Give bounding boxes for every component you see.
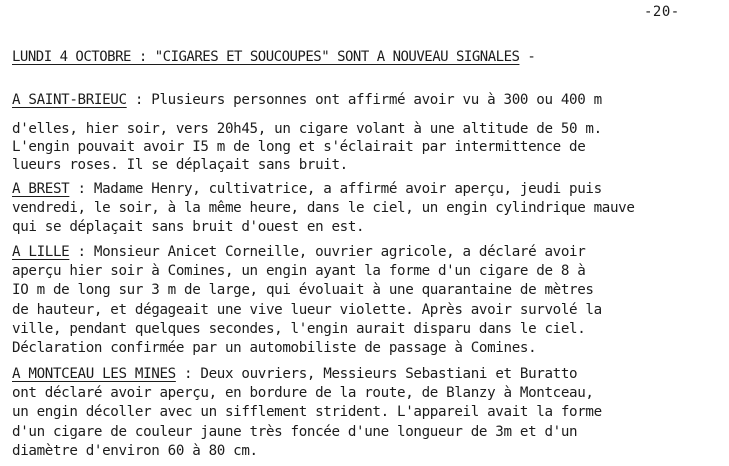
place-name: A BREST (12, 181, 70, 197)
report-line: IO m de long sur 3 m de large, qui évoluait à une quarantaine de mètres (12, 282, 594, 299)
report-line: de hauteur, et dégageait une vive lueur violette. Après avoir survolé la (12, 301, 602, 318)
report-lille (12, 243, 724, 358)
report-line: ont déclaré avoir aperçu, en bordure de la route, de Blanzy à Montceau, (12, 385, 594, 402)
report-line: vendredi, le soir, à la même heure, dans le ciel, un engin cylindrique mauve (12, 200, 635, 216)
report-line (12, 365, 724, 384)
report-line (12, 243, 724, 262)
page-number: -20- (644, 4, 680, 20)
report-line: L'engin pouvait avoir I5 m de long et s'éclairait par intermittence de (12, 139, 586, 155)
report-line: Déclaration confirmée par un automobiliste de passage à Comines. (12, 340, 537, 357)
headline-text: LUNDI 4 OCTOBRE : "CIGARES ET SOUCOUPES" SONT A NOUVEAU SIGNALES (12, 49, 520, 65)
report-line (12, 180, 724, 199)
report-line: qui se déplaçait sans bruit d'ouest en est. (12, 219, 365, 235)
report-text: : Deux ouvriers, Messieurs Sebastiani et Buratto (175, 366, 578, 382)
report-line (12, 90, 724, 110)
report-brest (12, 180, 724, 237)
report-line: diamètre d'environ 60 à 80 cm. (12, 442, 258, 459)
report-text: : Monsieur Anicet Corneille, ouvrier agricole, a déclaré avoir (69, 244, 586, 260)
report-saint-brieuc (12, 90, 724, 174)
report-line: un engin décoller avec un sifflement strident. L'appareil avait la forme (12, 404, 602, 421)
report-line: aperçu hier soir à Comines, un engin ayant la forme d'un cigare de 8 à (12, 263, 586, 280)
report-text: : Madame Henry, cultivatrice, a affirmé avoir aperçu, jeudi puis (69, 181, 602, 197)
headline-suffix: - (519, 49, 536, 65)
page-headline (12, 49, 535, 65)
report-line: lueurs roses. Il se déplaçait sans bruit. (12, 157, 348, 173)
report-line: ville, pendant quelques secondes, l'engin aurait disparu dans le ciel. (12, 320, 586, 337)
report-montceau-les-mines (12, 365, 724, 461)
report-line: d'elles, hier soir, vers 20h45, un cigare volant à une altitude de 50 m. (12, 121, 602, 137)
report-text: : Plusieurs personnes ont affirmé avoir vu à 300 ou 400 m (126, 92, 602, 108)
place-name: A MONTCEAU LES MINES (12, 366, 176, 382)
place-name: A LILLE (12, 244, 70, 260)
place-name: A SAINT-BRIEUC (12, 92, 127, 108)
report-line: d'un cigare de couleur jaune très foncée d'une longueur de 3m et d'un (12, 423, 578, 440)
